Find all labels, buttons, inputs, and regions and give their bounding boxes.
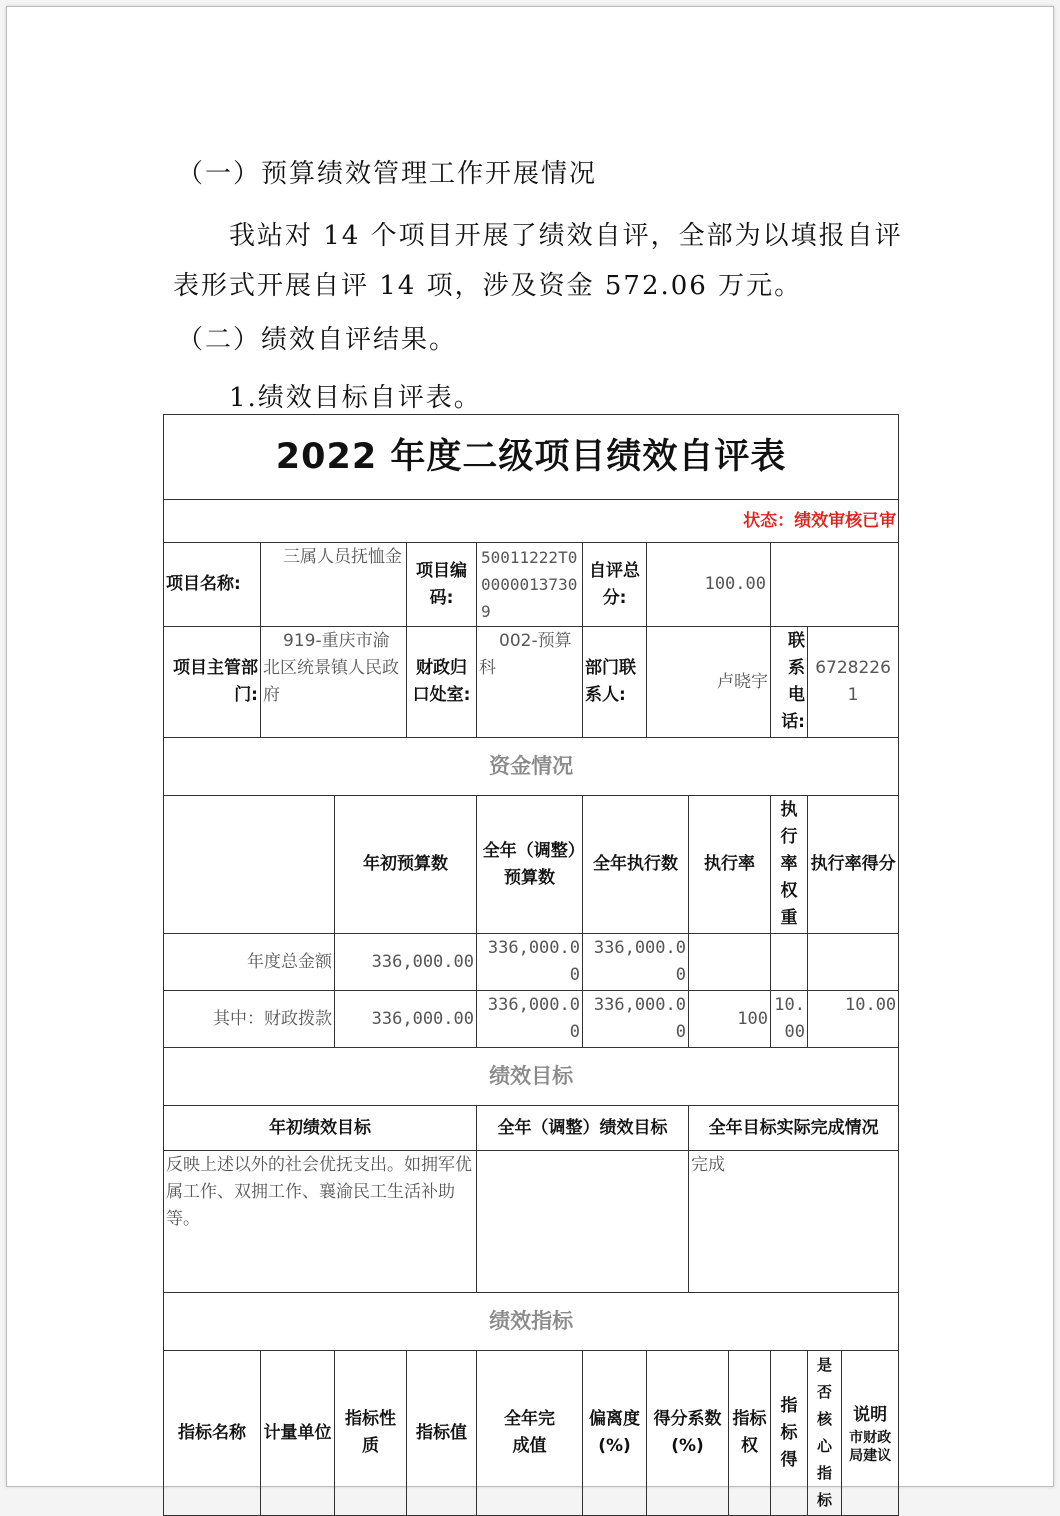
indicator-header-annual-value: 全年完成值 bbox=[477, 1351, 583, 1516]
phone-value: 67282261 bbox=[808, 627, 899, 738]
goals-actual-text: 完成 bbox=[689, 1151, 899, 1293]
table-title: 2022 年度二级项目绩效自评表 bbox=[164, 415, 899, 500]
indicator-header-name: 指标名称 bbox=[164, 1351, 261, 1516]
funds-section-title: 资金情况 bbox=[164, 738, 899, 796]
funds-header-empty bbox=[164, 796, 335, 934]
funds-row-rate: 100 bbox=[689, 991, 771, 1048]
funds-row-initial: 336,000.00 bbox=[335, 991, 477, 1048]
indicator-header-value: 指标值 bbox=[407, 1351, 477, 1516]
funds-row-weight: 10.00 bbox=[771, 991, 808, 1048]
funds-row-score: 10.00 bbox=[808, 991, 899, 1048]
contact-value: 卢晓宇 bbox=[647, 627, 771, 738]
indicator-header-core: 是否核心指标 bbox=[808, 1351, 842, 1516]
funds-header-rate-weight: 执行率权重 bbox=[771, 796, 808, 934]
contact-label: 部门联系人: bbox=[583, 627, 647, 738]
funds-row-rate bbox=[689, 934, 771, 991]
indicator-header-deviation: 偏离度(%) bbox=[583, 1351, 647, 1516]
project-code-value: 50011222T000000137309 bbox=[477, 543, 583, 627]
funds-row-adjusted: 336,000.00 bbox=[477, 991, 583, 1048]
funds-row-adjusted: 336,000.00 bbox=[477, 934, 583, 991]
funds-header-adjusted-budget: 全年（调整）预算数 bbox=[477, 796, 583, 934]
goals-header-initial: 年初绩效目标 bbox=[164, 1106, 477, 1151]
goals-adjusted-text bbox=[477, 1151, 689, 1293]
indicator-header-nature: 指标性质 bbox=[335, 1351, 407, 1516]
funds-header-executed: 全年执行数 bbox=[583, 796, 689, 934]
indicator-header-weight: 指标权 bbox=[729, 1351, 771, 1516]
project-name-value: 三属人员抚恤金 bbox=[261, 543, 407, 627]
indicators-section-title: 绩效指标 bbox=[164, 1293, 899, 1351]
funds-header-rate-score: 执行率得分 bbox=[808, 796, 899, 934]
funds-row-score bbox=[808, 934, 899, 991]
funds-row-label: 其中：财政拨款 bbox=[164, 991, 335, 1048]
indicator-header-bureau-advice-text: 市财政局建议 bbox=[849, 1429, 892, 1464]
dept-value: 919-重庆市渝北区统景镇人民政府 bbox=[261, 627, 407, 738]
indicator-header-note: 说明 bbox=[853, 1404, 888, 1425]
empty-cell bbox=[771, 543, 899, 627]
funds-row-executed: 336,000.00 bbox=[583, 934, 689, 991]
goals-header-adjusted: 全年（调整）绩效目标 bbox=[477, 1106, 689, 1151]
table-row bbox=[164, 934, 899, 991]
funds-row-executed: 336,000.00 bbox=[583, 991, 689, 1048]
goals-section-title: 绩效目标 bbox=[164, 1048, 899, 1106]
funds-row-label: 年度总金额 bbox=[164, 934, 335, 991]
self-score-value: 100.00 bbox=[647, 543, 771, 627]
indicator-header-bureau-advice bbox=[842, 1351, 899, 1516]
funds-header-rate: 执行率 bbox=[689, 796, 771, 934]
project-code-label: 项目编码: bbox=[407, 543, 477, 627]
phone-label: 联系电话: bbox=[771, 627, 808, 738]
indicator-header-unit: 计量单位 bbox=[261, 1351, 335, 1516]
finance-office-label: 财政归口处室: bbox=[407, 627, 477, 738]
review-status: 状态：绩效审核已审 bbox=[164, 500, 899, 543]
funds-row-initial: 336,000.00 bbox=[335, 934, 477, 991]
table-row bbox=[164, 991, 899, 1048]
project-name-label: 项目名称: bbox=[164, 543, 261, 627]
funds-header-initial-budget: 年初预算数 bbox=[335, 796, 477, 934]
subsection-heading-goal-table: 1.绩效目标自评表。 bbox=[229, 383, 482, 413]
paragraph-self-evaluation-summary: 我站对 14 个项目开展了绩效自评，全部为以填报自评表形式开展自评 14 项，涉及资金 572.06 万元。 bbox=[173, 221, 903, 301]
dept-label: 项目主管部门: bbox=[164, 627, 261, 738]
goals-initial-text: 反映上述以外的社会优抚支出。如拥军优属工作、双拥工作、襄渝民工生活补助等。 bbox=[164, 1151, 477, 1293]
indicator-header-score-coef: 得分系数(%) bbox=[647, 1351, 729, 1516]
section-heading-results: （二）绩效自评结果。 bbox=[177, 325, 458, 355]
goals-header-actual: 全年目标实际完成情况 bbox=[689, 1106, 899, 1151]
finance-office-value: 002-预算科 bbox=[477, 627, 583, 738]
evaluation-table bbox=[163, 414, 899, 1516]
indicator-header-score: 指标得 bbox=[771, 1351, 808, 1516]
funds-row-weight bbox=[771, 934, 808, 991]
self-score-label: 自评总分: bbox=[583, 543, 647, 627]
section-heading-budget-management: （一）预算绩效管理工作开展情况 bbox=[177, 159, 598, 189]
